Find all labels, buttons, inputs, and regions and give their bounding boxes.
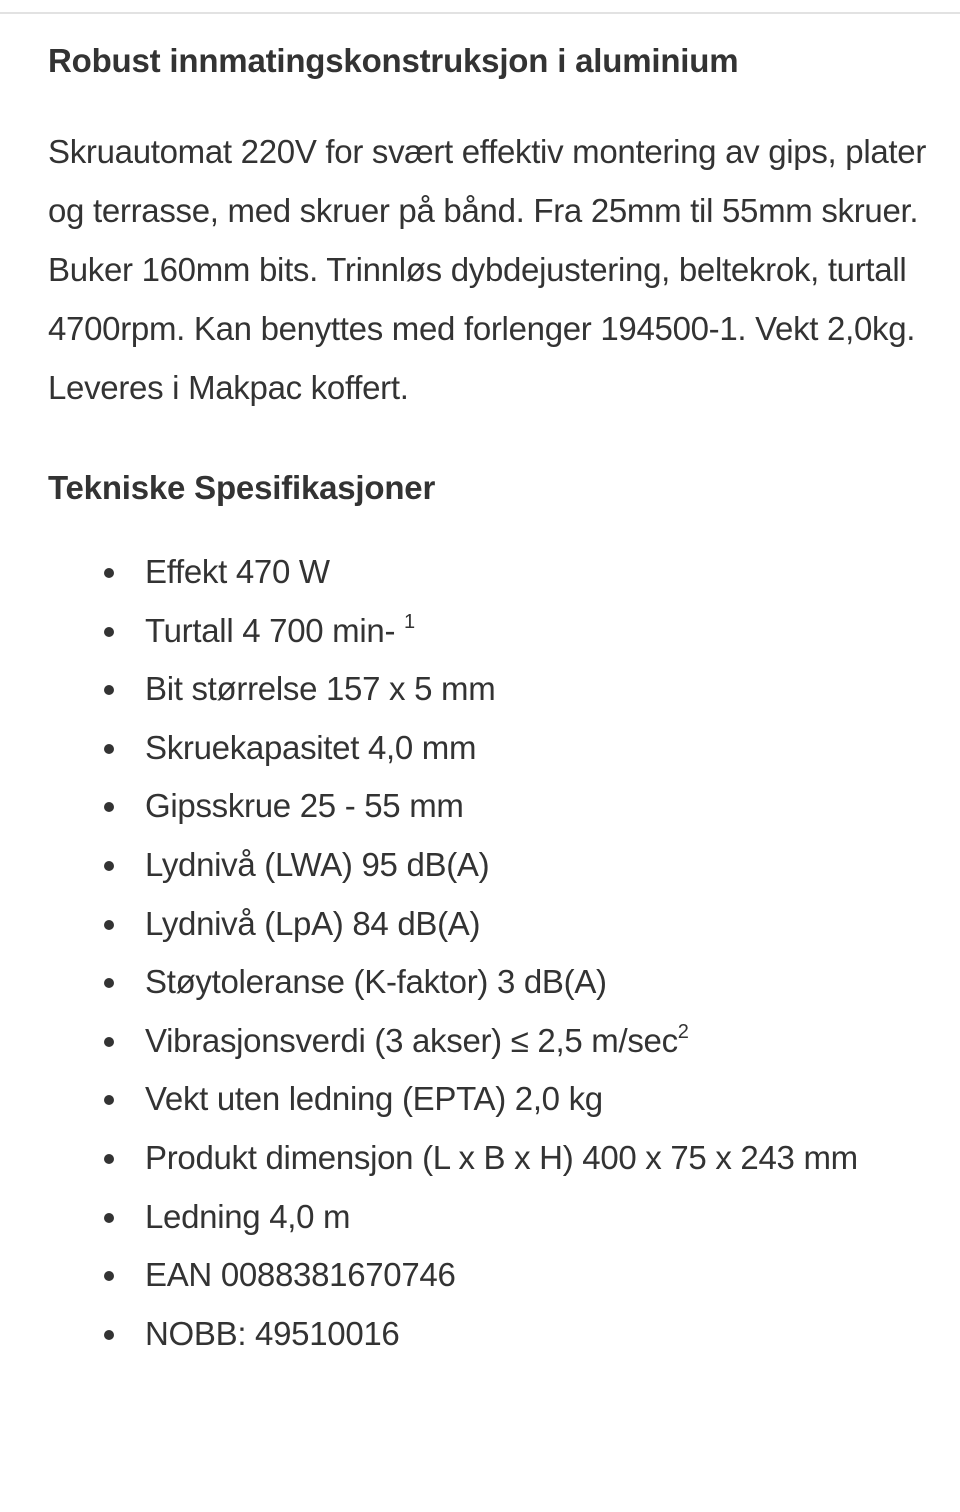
specs-heading: Tekniske Spesifikasjoner	[48, 469, 436, 506]
bullet-icon	[104, 685, 114, 695]
spec-item-stoytoleranse	[145, 953, 928, 1012]
spec-text: EAN 0088381670746	[145, 1256, 456, 1294]
spec-text: Turtall 4 700 min-	[145, 611, 396, 649]
spec-text: Produkt dimensjon (L x B x H) 400 x 75 x 243 mm	[145, 1138, 858, 1176]
top-divider	[0, 12, 960, 14]
spec-text: Vekt uten ledning (EPTA) 2,0 kg	[145, 1080, 603, 1118]
bullet-icon	[104, 627, 114, 637]
spec-item-ean	[145, 1246, 928, 1305]
bullet-icon	[104, 1037, 114, 1047]
bullet-icon	[104, 1330, 114, 1340]
spec-item-lydniva-lpa	[145, 895, 928, 954]
spec-item-lydniva-lwa	[145, 836, 928, 895]
bullet-icon	[104, 978, 114, 988]
spec-superscript: 1	[404, 610, 415, 633]
spec-item-nobb	[145, 1305, 928, 1364]
bullet-icon	[104, 920, 114, 930]
bullet-icon	[104, 744, 114, 754]
spec-item-bit-storrelse	[145, 660, 928, 719]
spec-item-turtall	[145, 602, 928, 661]
spec-item-gipsskrue	[145, 777, 928, 836]
bullet-icon	[104, 1213, 114, 1223]
spec-item-ledning	[145, 1188, 928, 1247]
bullet-icon	[104, 802, 114, 812]
spec-text: Lydnivå (LWA) 95 dB(A)	[145, 845, 490, 883]
spec-text: NOBB: 49510016	[145, 1314, 400, 1352]
spec-text: Vibrasjonsverdi (3 akser) ≤ 2,5 m/sec	[145, 1021, 678, 1059]
spec-text: Bit størrelse 157 x 5 mm	[145, 670, 496, 708]
bullet-icon	[104, 861, 114, 871]
bullet-icon	[104, 1095, 114, 1105]
product-heading: Robust innmatingskonstruksjon i aluminium	[48, 42, 739, 79]
spec-text: Ledning 4,0 m	[145, 1197, 351, 1235]
bullet-icon	[104, 1154, 114, 1164]
spec-text: Lydnivå (LpA) 84 dB(A)	[145, 904, 481, 942]
spec-item-produkt-dimensjon	[145, 1129, 928, 1188]
product-details	[48, 38, 928, 1363]
spec-text: Skruekapasitet 4,0 mm	[145, 728, 477, 766]
spec-text: Støytoleranse (K-faktor) 3 dB(A)	[145, 963, 607, 1001]
spec-text: Gipsskrue 25 - 55 mm	[145, 787, 464, 825]
product-description: Skruautomat 220V for svært effektiv montering av gips, plater og terrasse, med skruer på bånd. Fra 25mm til 55mm skruer. Buker 160mm bits. Trinnløs dybdejustering, beltekrok, turtall 4700rpm. Kan benyttes med forlenger 194500-1. Vekt 2,0kg. Leveres i Makpac koffert.	[48, 133, 927, 406]
spec-item-effekt	[145, 543, 928, 602]
spec-list	[48, 543, 928, 1363]
spec-item-skruekapasitet	[145, 719, 928, 778]
spec-item-vekt	[145, 1070, 928, 1129]
bullet-icon	[104, 568, 114, 578]
bullet-icon	[104, 1271, 114, 1281]
spec-superscript: 2	[677, 1020, 689, 1043]
spec-text: Effekt 470 W	[145, 553, 330, 590]
spec-item-vibrasjonsverdi	[145, 1012, 928, 1071]
